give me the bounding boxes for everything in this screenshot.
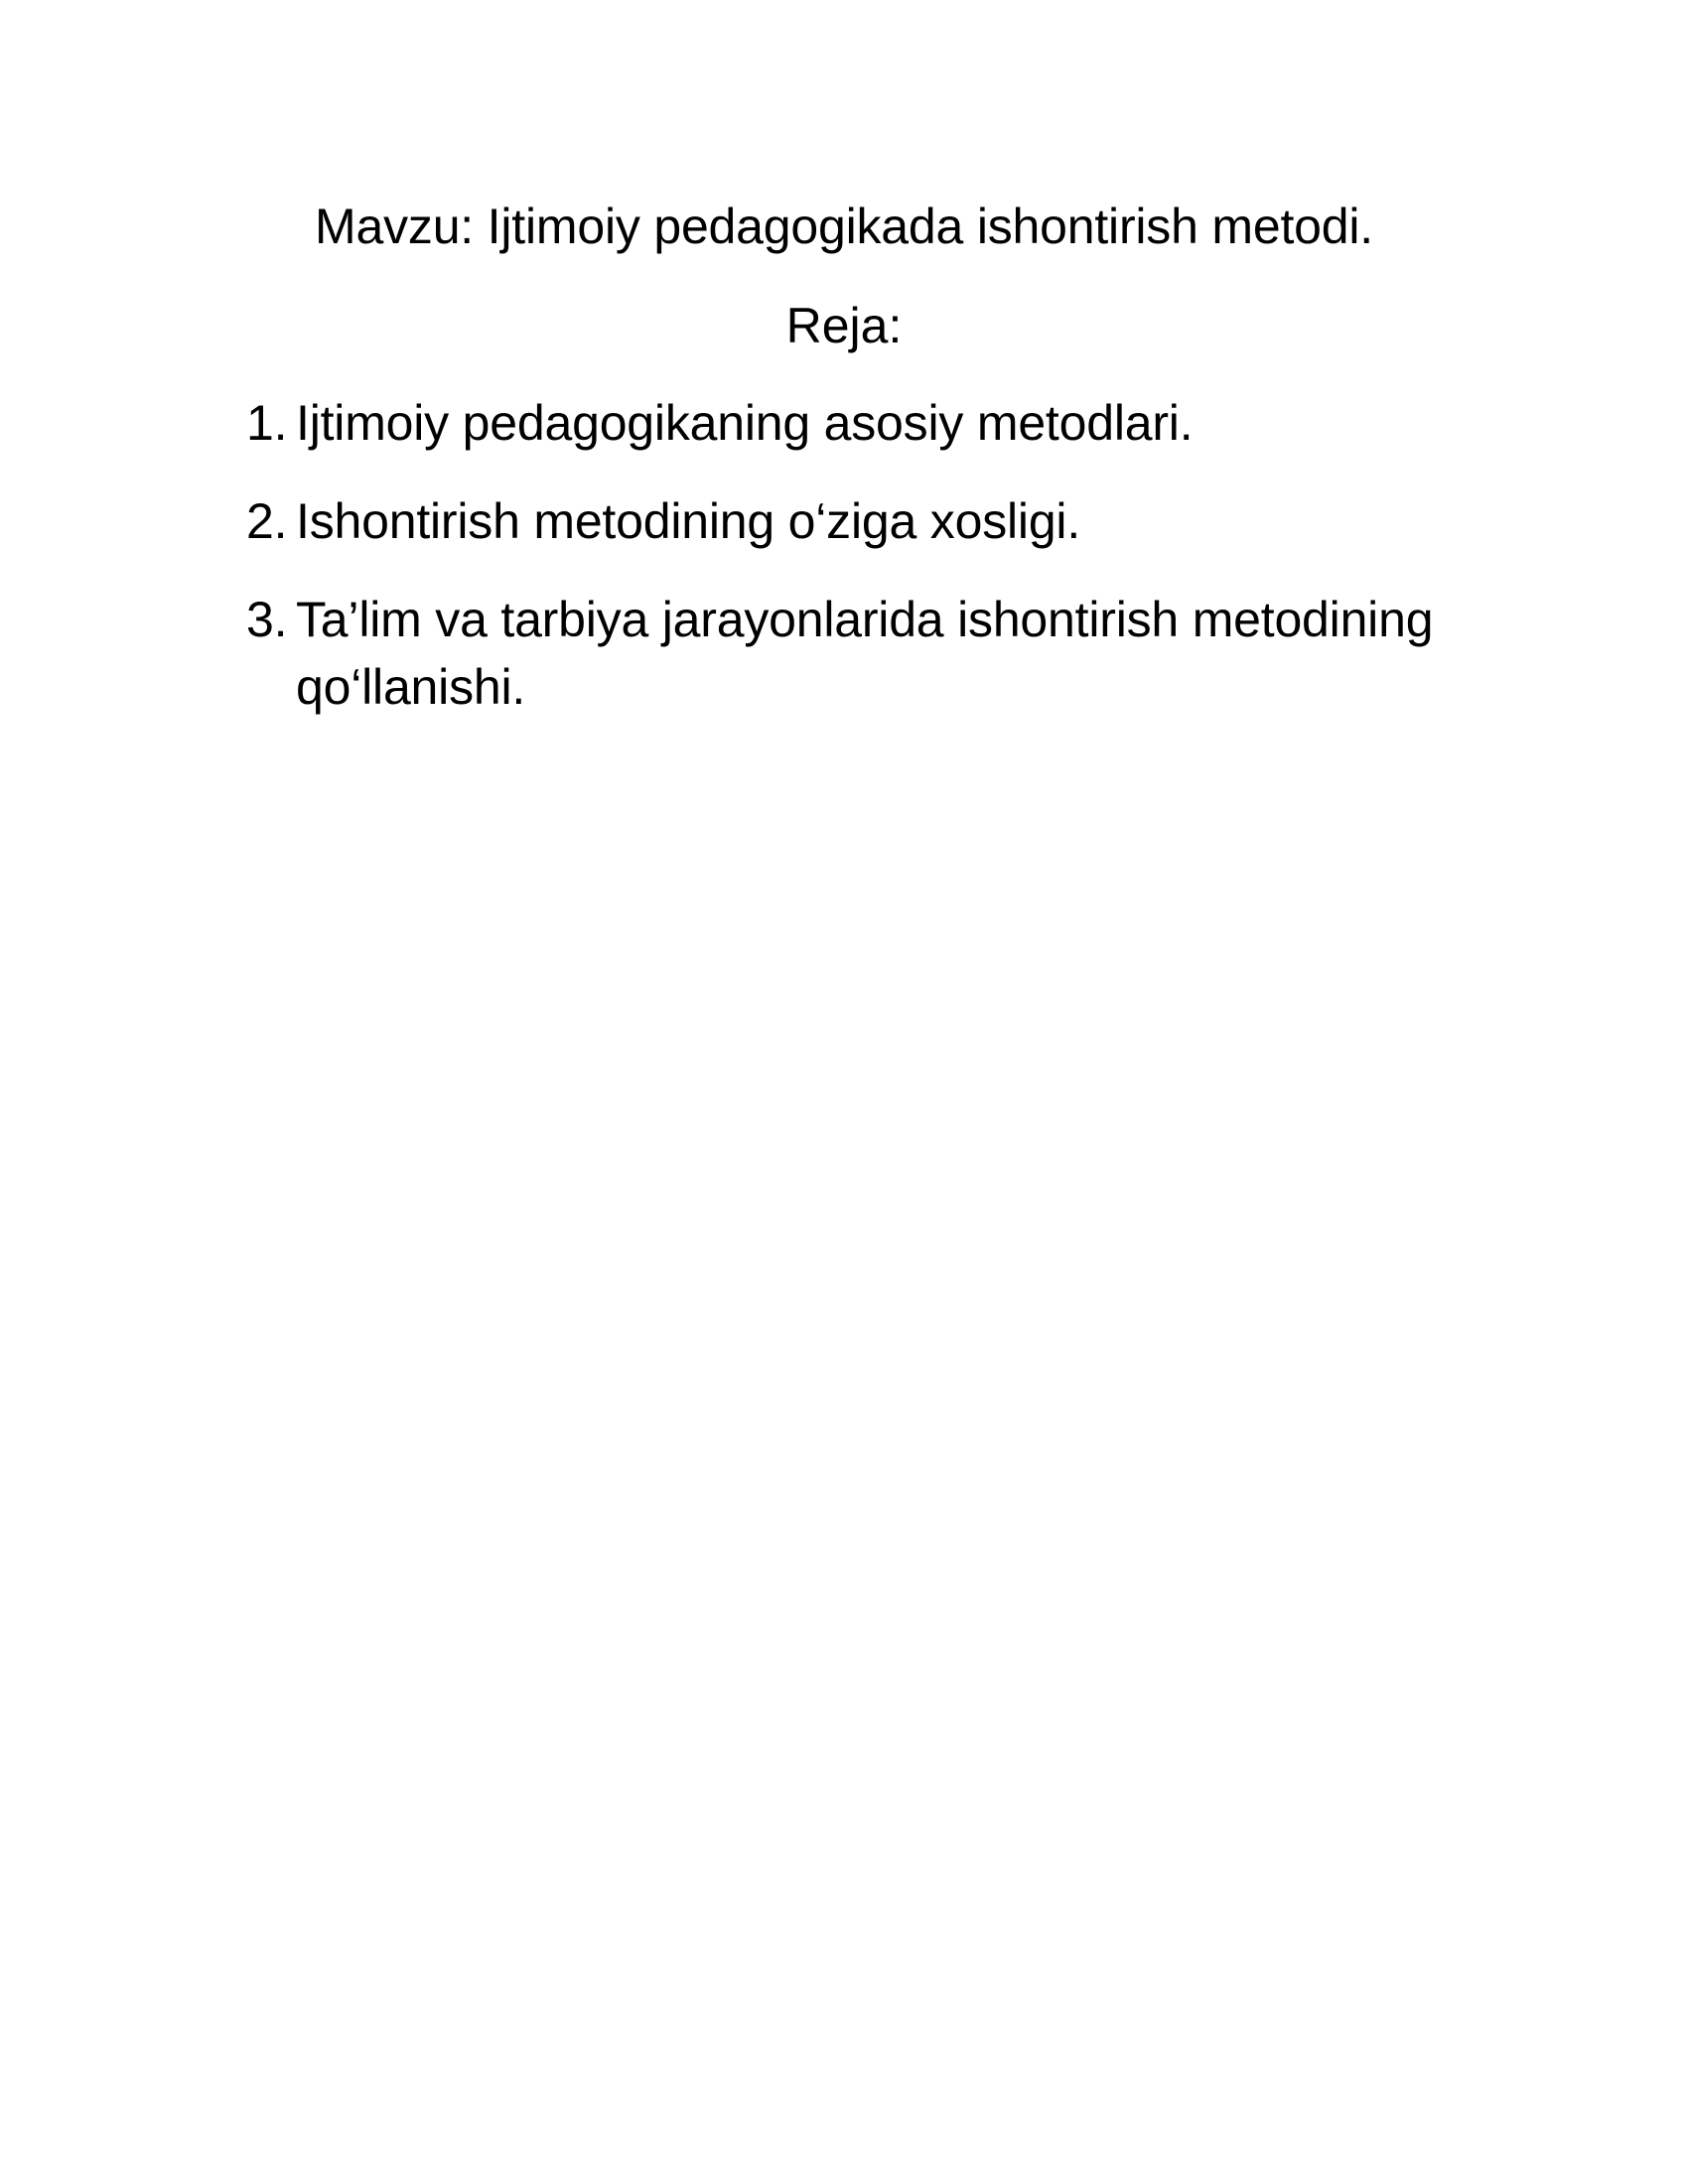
list-item-number: 3. bbox=[246, 592, 288, 647]
plan-heading: Reja: bbox=[785, 298, 903, 353]
list-item-number: 1. bbox=[246, 395, 288, 451]
list-item-text: Ijtimoiy pedagogikaning asosiy metodlari. bbox=[296, 395, 1194, 451]
plan-list bbox=[246, 389, 1517, 751]
list-item-number: 2. bbox=[246, 493, 288, 549]
page-title: Mavzu: Ijtimoiy pedagogikada ishontirish metodi. bbox=[315, 199, 1373, 254]
list-item-text: Ishontirish metodining o‘ziga xosligi. bbox=[296, 493, 1081, 549]
list-item bbox=[246, 586, 1517, 721]
list-item-text: Ta’lim va tarbiya jarayonlarida ishontirish metodining qo‘llanishi. bbox=[296, 592, 1434, 715]
list-item bbox=[246, 487, 1517, 555]
list-item bbox=[246, 389, 1517, 457]
